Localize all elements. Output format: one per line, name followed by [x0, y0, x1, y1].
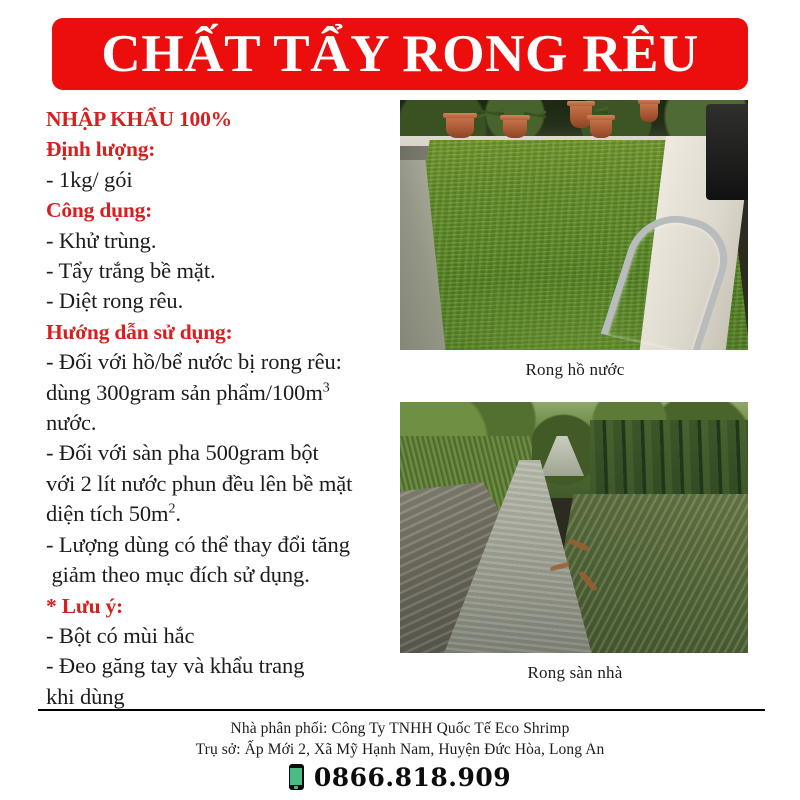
- info-note-gloves-1: - Đeo găng tay và khẩu trang: [46, 653, 305, 679]
- mobile-phone-icon: [289, 764, 304, 790]
- info-usage-adjust-2: giảm theo mục đích sử dụng.: [46, 562, 310, 588]
- info-heading-note: * Lưu ý:: [46, 593, 124, 618]
- info-note-gloves-2: khi dùng: [46, 683, 125, 709]
- main-content: [0, 100, 800, 709]
- plant-icon: [478, 100, 504, 128]
- info-usage-pool-2: dùng 300gram sản phẩm/$100m^3$: [46, 379, 330, 405]
- photo-algae-pool: [400, 100, 748, 350]
- page-title: CHẤT TẨY RONG RÊU: [101, 24, 699, 83]
- photo-caption-path: Rong sàn nhà: [527, 663, 623, 682]
- flower-pot-icon: [446, 116, 474, 138]
- info-heading-dosage: Định lượng:: [46, 137, 156, 162]
- info-heading-usage: Hướng dẫn sử dụng:: [46, 319, 233, 344]
- info-heading-uses: Công dụng:: [46, 198, 153, 223]
- info-item-bleach: - Tẩy trắng bề mặt.: [46, 258, 216, 284]
- flower-pot-icon: [590, 118, 612, 138]
- footer-address: Trụ sở: Ấp Mới 2, Xã Mỹ Hạnh Nam, Huyện Đức Hòa, Long An: [195, 741, 605, 758]
- info-usage-floor-3: diện tích $50m^2$.: [46, 501, 181, 527]
- info-usage-pool-3: nước.: [46, 410, 97, 436]
- flower-pot-icon: [640, 102, 658, 122]
- info-heading-import: NHẬP KHẨU 100%: [46, 107, 232, 131]
- footer-phone-row: [0, 764, 800, 790]
- info-note-odor: - Bột có mùi hắc: [46, 622, 195, 648]
- footer-phone-number[interactable]: 0866.818.909: [313, 762, 512, 792]
- info-item-package: - 1kg/ gói: [46, 166, 133, 192]
- info-item-kill-algae: - Diệt rong rêu.: [46, 288, 184, 314]
- footer-distributor: Nhà phân phối: Công Ty TNHH Quốc Tế Eco Shrimp: [230, 720, 570, 737]
- footer-divider: [38, 709, 765, 711]
- info-usage-floor-1: - Đối với sàn pha 500gram bột: [46, 440, 319, 466]
- product-info-column: [46, 104, 396, 712]
- photo-caption-pool: Rong hồ nước: [525, 360, 625, 379]
- photo-mossy-path: [400, 402, 748, 653]
- flower-pot-icon: [503, 118, 527, 138]
- grill-object: [706, 104, 748, 200]
- info-usage-adjust-1: - Lượng dùng có thể thay đổi tăng: [46, 531, 350, 557]
- footer: [0, 718, 800, 790]
- photo-column: [400, 100, 750, 683]
- info-usage-pool-1: - Đối với hồ/bể nước bị rong rêu:: [46, 349, 342, 375]
- title-banner: [52, 18, 748, 90]
- info-usage-floor-2: với 2 lít nước phun đều lên bề mặt: [46, 470, 353, 496]
- info-item-disinfect: - Khử trùng.: [46, 227, 157, 253]
